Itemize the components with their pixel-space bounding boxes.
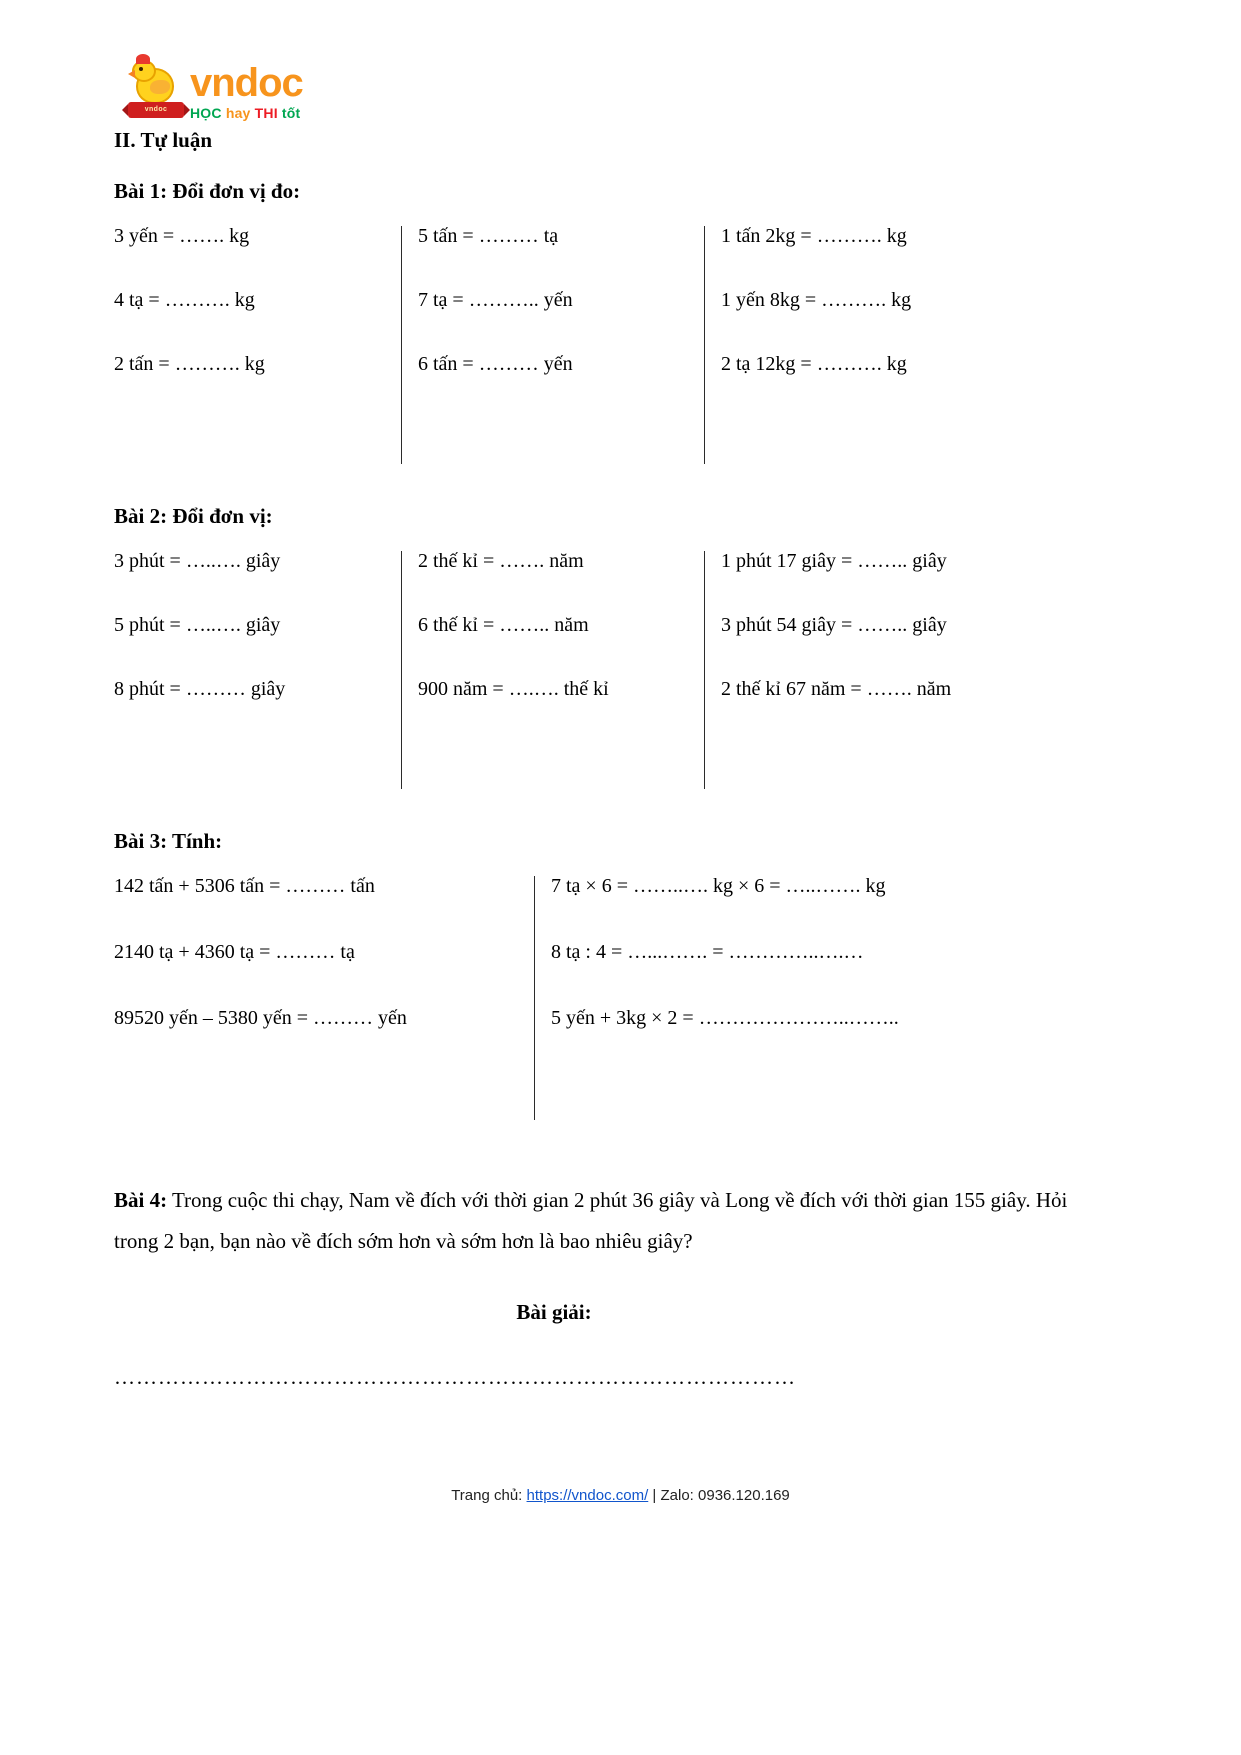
bai1-r2-c2: 7 tạ = ……….. yến (401, 290, 704, 354)
bai4-text: Trong cuộc thi chạy, Nam về đích với thời gian 2 phút 36 giây và Long về đích với thời gian 155 giây. Hỏi trong 2 bạn, bạn nào về đích sớm hơn và sớm hơn là bao nhiêu giây? (114, 1188, 1068, 1253)
bai3-r3-c1: 89520 yến – 5380 yến = ……… yến (114, 1007, 407, 1029)
bai2-r2-c3: 3 phút 54 giây = …….. giây (704, 615, 1114, 679)
footer-website-link[interactable]: https://vndoc.com/ (526, 1487, 649, 1504)
bai2-r3-c2: 900 năm = ….…. thế kỉ (401, 679, 704, 743)
bai1-title: Bài 1: Đổi đơn vị đo: (114, 179, 301, 203)
bai2-r2-c1: 5 phút = …..…. giây (114, 614, 281, 636)
logo-text-block (190, 63, 303, 120)
spacer-after-bai3 (114, 1120, 1114, 1180)
bai2-title: Bài 2: Đổi đơn vị: (114, 504, 273, 528)
mascot-comb (136, 54, 150, 64)
tagline-hay: hay (225, 105, 251, 121)
bai4-answer-line: ………………………………………………………………………………… (114, 1364, 796, 1389)
mascot-ribbon-label: vndoc (128, 102, 184, 118)
page-footer (0, 1487, 1241, 1504)
bai1-tail-c1 (114, 418, 401, 464)
spacer-after-bai2 (114, 789, 1114, 829)
bai1-r3-c2: 6 tấn = ……… yến (401, 354, 704, 418)
chicken-mascot-icon (128, 54, 184, 120)
bai3-r1-c1: 142 tấn + 5306 tấn = ……… tấn (114, 875, 375, 897)
mascot-wing (150, 80, 170, 94)
mascot-eye (139, 67, 143, 71)
bai1-divider-left (401, 418, 704, 464)
bai1-r1-c1: 3 yến = ……. kg (114, 225, 250, 247)
logo-tagline (190, 106, 303, 120)
bai3-title: Bài 3: Tính: (114, 829, 223, 853)
bai1-r2-c3: 1 yến 8kg = ………. kg (704, 290, 1114, 354)
bai2-r1-c1: 3 phút = …..…. giây (114, 550, 281, 572)
bai3-grid (114, 876, 1114, 1120)
bai1-grid (114, 226, 1114, 464)
bai2-tail-c1 (114, 743, 401, 789)
bai3-divider (534, 1074, 1114, 1120)
bai3-r3-c2: 5 yến + 3kg × 2 = …………………..…….. (534, 1008, 1114, 1074)
footer-prefix: Trang chủ: (451, 1487, 527, 1504)
bai1-r3-c1: 2 tấn = ………. kg (114, 353, 265, 375)
bai2-r1-c2: 2 thế kỉ = ……. năm (401, 551, 704, 615)
footer-suffix: | Zalo: 0936.120.169 (648, 1487, 790, 1504)
bai2-divider-left (401, 743, 704, 789)
bai2-r3-c1: 8 phút = ……… giây (114, 678, 286, 700)
section-heading: II. Tự luận (114, 128, 213, 152)
bai2-r2-c2: 6 thế kỉ = …….. năm (401, 615, 704, 679)
bai2-r1-c3: 1 phút 17 giây = …….. giây (704, 551, 1114, 615)
spacer-after-bai1 (114, 464, 1114, 504)
bai4-question (114, 1180, 1114, 1262)
bai1-r3-c3: 2 tạ 12kg = ………. kg (704, 354, 1114, 418)
tagline-tot: tốt (281, 105, 301, 121)
bai4-solution-heading: Bài giải: (516, 1299, 592, 1324)
bai2-grid (114, 551, 1114, 789)
bai3-r2-c2: 8 tạ : 4 = …...……. = …………..….… (534, 942, 1114, 1008)
bai1-r1-c2: 5 tấn = ……… tạ (401, 226, 704, 290)
bai2-divider-right (704, 743, 1114, 789)
mascot-beak (128, 70, 135, 78)
tagline-hoc: HỌC (190, 105, 222, 121)
bai3-tail-c1 (114, 1074, 534, 1120)
tagline-thi: THI (254, 105, 278, 121)
bai1-r2-c1: 4 tạ = ………. kg (114, 289, 255, 311)
bai2-r3-c3: 2 thế kỉ 67 năm = ……. năm (704, 679, 1114, 743)
bai3-r2-c1: 2140 tạ + 4360 tạ = ……… tạ (114, 941, 355, 963)
bai1-divider-right (704, 418, 1114, 464)
bai4-label: Bài 4: (114, 1188, 168, 1212)
bai3-r1-c2: 7 tạ × 6 = ……..…. kg × 6 = …..……. kg (534, 876, 1114, 942)
bai1-r1-c3: 1 tấn 2kg = ………. kg (704, 226, 1114, 290)
vndoc-logo (128, 50, 303, 120)
logo-wordmark: vndoc (190, 61, 303, 105)
worksheet-content (114, 128, 1114, 1390)
